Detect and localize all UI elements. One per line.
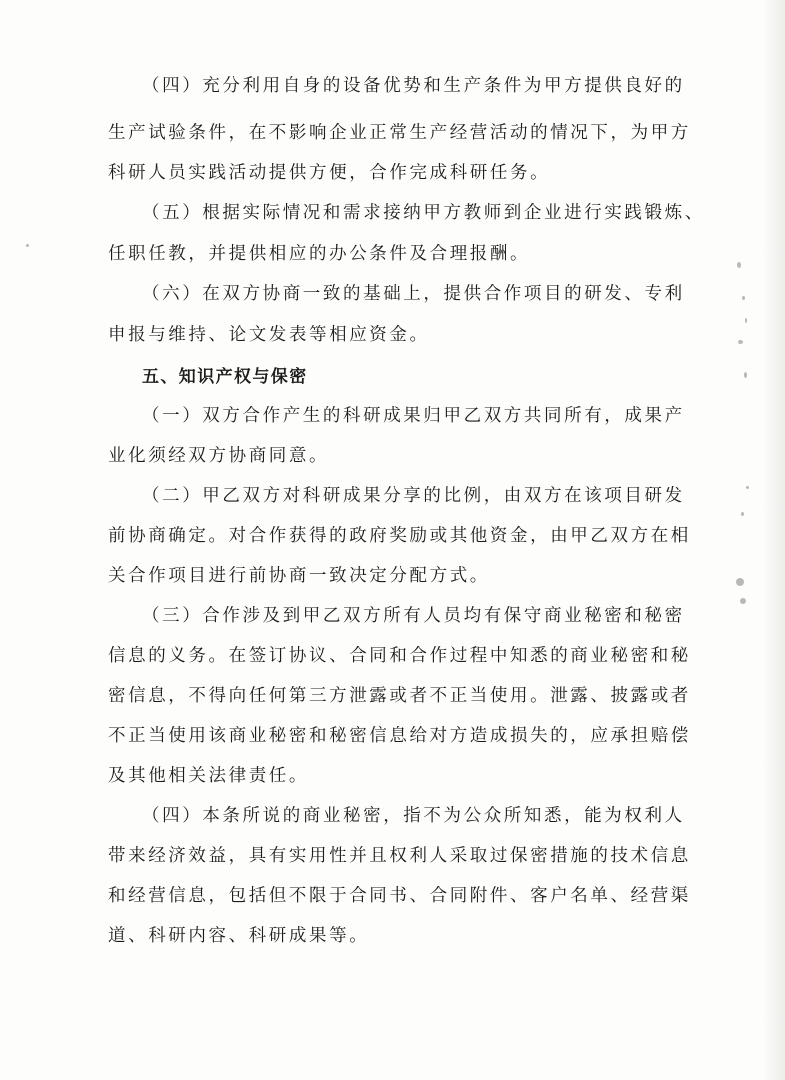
para-4-line-1: （四）充分利用自身的设备优势和生产条件为甲方提供良好的	[142, 76, 685, 96]
scan-speck	[742, 296, 745, 300]
scan-speck	[738, 340, 743, 344]
scan-speck	[26, 244, 29, 247]
clause-2-line-2: 前协商确定。对合作获得的政府奖励或其他资金，由甲乙双方在相	[108, 526, 691, 546]
clause-3-line-4: 不正当使用该商业秘密和秘密信息给对方造成损失的，应承担赔偿	[108, 726, 691, 746]
clause-1-line-1: （一）双方合作产生的科研成果归甲乙双方共同所有，成果产	[142, 406, 685, 426]
para-6-line-1: （六）在双方协商一致的基础上，提供合作项目的研发、专利	[142, 284, 685, 304]
para-6-line-2: 申报与维持、论文发表等相应资金。	[108, 325, 430, 345]
scan-speck	[741, 512, 744, 516]
para-4-line-3: 科研人员实践活动提供方便，合作完成科研任务。	[108, 163, 551, 183]
clause-4-line-1: （四）本条所说的商业秘密，指不为公众所知悉，能为权利人	[142, 806, 685, 826]
clause-2-line-3: 关合作项目进行前协商一致决定分配方式。	[108, 566, 490, 586]
scan-speck	[744, 372, 747, 378]
section-heading: 五、知识产权与保密	[142, 367, 308, 387]
scan-speck	[746, 486, 749, 489]
scan-speck	[737, 262, 741, 268]
clause-3-line-1: （三）合作涉及到甲乙双方所有人员均有保守商业秘密和秘密	[142, 606, 685, 626]
clause-3-line-5: 及其他相关法律责任。	[108, 766, 309, 786]
clause-3-line-2: 信息的义务。在签订协议、合同和合作过程中知悉的商业秘密和秘	[108, 646, 691, 666]
clause-4-line-4: 道、科研内容、科研成果等。	[108, 926, 370, 946]
clause-4-line-2: 带来经济效益，具有实用性并且权利人采取过保密措施的技术信息	[108, 846, 691, 866]
scan-speck	[745, 318, 747, 323]
scan-speck	[736, 578, 744, 586]
para-4-line-2: 生产试验条件，在不影响企业正常生产经营活动的情况下，为甲方	[108, 123, 691, 143]
para-5-line-1: （五）根据实际情况和需求接纳甲方教师到企业进行实践锻炼、	[142, 203, 705, 223]
scan-speck	[740, 598, 746, 604]
clause-3-line-3: 密信息，不得向任何第三方泄露或者不正当使用。泄露、披露或者	[108, 686, 691, 706]
para-5-line-2: 任职任教，并提供相应的办公条件及合理报酬。	[108, 244, 531, 264]
clause-1-line-2: 业化须经双方协商同意。	[108, 446, 330, 466]
clause-4-line-3: 和经营信息，包括但不限于合同书、合同附件、客户名单、经营渠	[108, 886, 691, 906]
page-edge-shadow	[763, 0, 785, 1080]
clause-2-line-1: （二）甲乙双方对科研成果分享的比例，由双方在该项目研发	[142, 486, 685, 506]
